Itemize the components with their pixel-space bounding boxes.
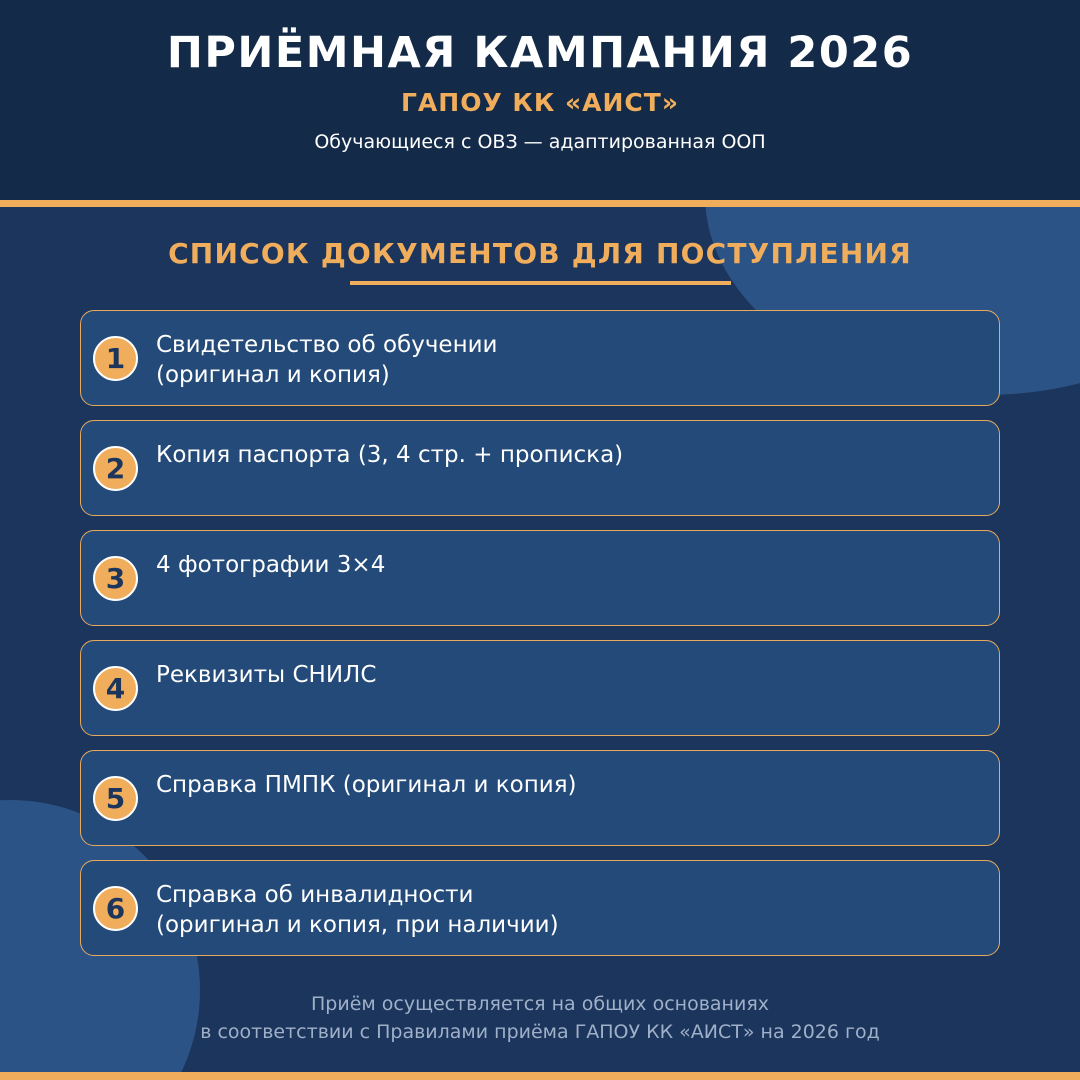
document-title: Справка об инвалидности — [156, 882, 474, 908]
header-note: Обучающиеся с ОВЗ — адаптированная ООП — [314, 131, 766, 153]
document-card — [80, 860, 1000, 956]
document-number-badge: 2 — [93, 446, 138, 491]
document-text — [156, 770, 979, 800]
document-list — [80, 310, 1000, 970]
document-text — [156, 660, 979, 690]
section-title-underline — [350, 281, 731, 285]
footer-line: в соответствии с Правилами приёма ГАПОУ КК «АИСТ» на 2026 год — [200, 1021, 880, 1043]
document-title: Справка ПМПК (оригинал и копия) — [156, 772, 577, 798]
document-text — [156, 440, 979, 470]
document-text — [156, 550, 979, 580]
document-number-badge: 5 — [93, 776, 138, 821]
document-text — [156, 330, 979, 390]
document-title: Свидетельство об обучении — [156, 332, 498, 358]
document-card — [80, 750, 1000, 846]
document-number-badge: 1 — [93, 336, 138, 381]
document-detail: (оригинал и копия) — [156, 362, 390, 388]
document-number-badge: 3 — [93, 556, 138, 601]
header-accent-line — [0, 200, 1080, 207]
document-detail: (оригинал и копия, при наличии) — [156, 912, 559, 938]
document-card — [80, 530, 1000, 626]
footer-note — [0, 990, 1080, 1046]
document-title: Копия паспорта (3, 4 стр. + прописка) — [156, 442, 624, 468]
document-title: 4 фотографии 3×4 — [156, 552, 386, 578]
section-title: СПИСОК ДОКУМЕНТОВ ДЛЯ ПОСТУПЛЕНИЯ — [168, 237, 912, 270]
footer-line: Приём осуществляется на общих основаниях — [311, 993, 769, 1015]
document-title: Реквизиты СНИЛС — [156, 662, 377, 688]
header-banner — [0, 0, 1080, 200]
document-card — [80, 420, 1000, 516]
document-number-badge: 4 — [93, 666, 138, 711]
document-text — [156, 880, 979, 940]
organization-name: ГАПОУ КК «АИСТ» — [401, 88, 679, 117]
page-title: ПРИЁМНАЯ КАМПАНИЯ 2026 — [166, 28, 914, 78]
document-number-badge: 6 — [93, 886, 138, 931]
document-card — [80, 640, 1000, 736]
document-card — [80, 310, 1000, 406]
footer-accent-line — [0, 1072, 1080, 1080]
